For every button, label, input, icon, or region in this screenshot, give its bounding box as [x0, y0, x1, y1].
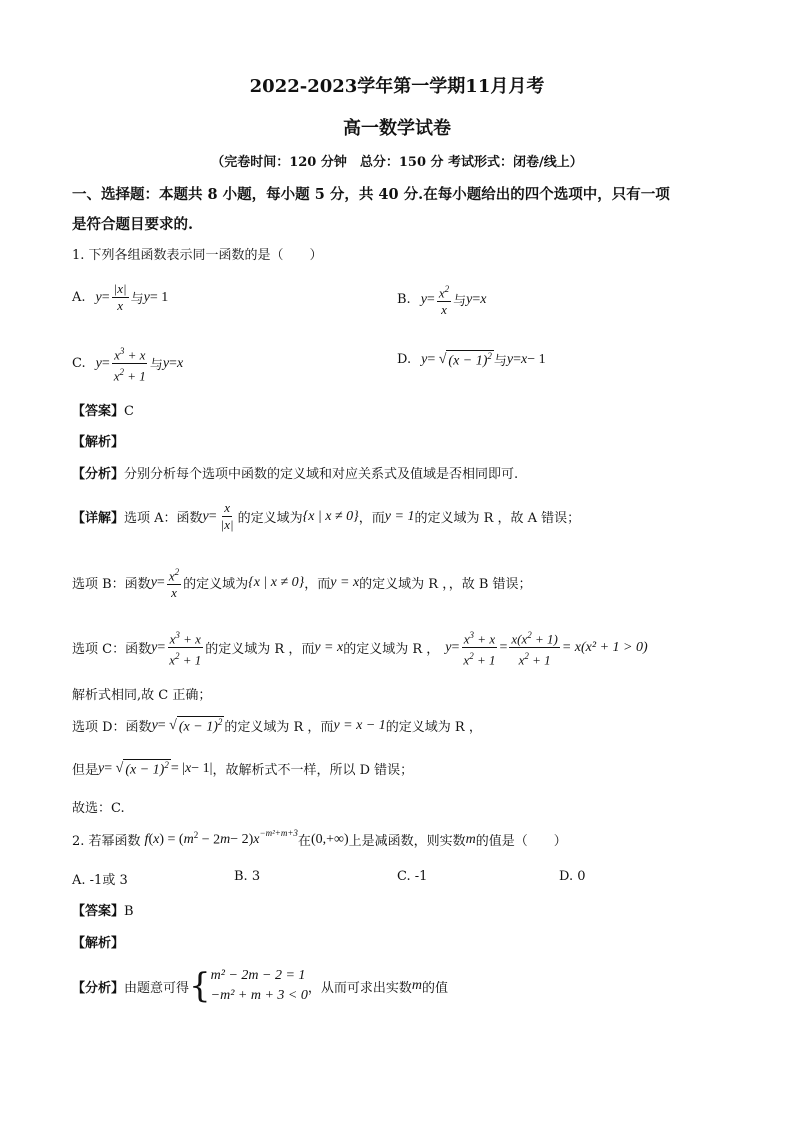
section-heading-line1: 一、选择题：本题共 8 小题，每小题 5 分，共 40 分.在每小题给出的四个选项中，只有一项	[72, 186, 670, 203]
fraction: $\frac{x^3 + x}{x^2 + 1}$	[461, 627, 497, 669]
detail-tag: 【详解】	[72, 511, 125, 526]
q1-option-a: A. y = $\frac{|x|}{x}$ 与 y = 1	[72, 281, 169, 313]
q2-analysis-tag: 【解析】	[72, 936, 125, 951]
detail-text: 的定义域为 R ，而	[224, 720, 334, 736]
equation-line: −m² + m + 3 < 0	[210, 988, 308, 1003]
answer-value: B	[124, 904, 134, 919]
math-var: m	[411, 978, 423, 993]
math-eq: y = 1	[384, 508, 415, 524]
math-var: m	[465, 831, 476, 847]
page-subtitle: 高一数学试卷	[343, 118, 451, 139]
detail-text: 的定义域为	[183, 577, 249, 593]
math-set: {x | x ≠ 0}	[302, 508, 359, 524]
equation-system	[211, 966, 308, 1006]
fenxi-text: 由题意可得	[124, 980, 190, 996]
fraction: $\frac{x(x^2 + 1)}{x^2 + 1}$	[509, 627, 559, 669]
q1-stem: 1. 下列各组函数表示同一函数的是（ ）	[72, 248, 323, 263]
stem-text: 在	[297, 834, 311, 849]
option-label: C.	[72, 356, 86, 372]
math-interval: (0,+∞)	[310, 831, 349, 847]
detail-text: 选项 A：函数	[124, 511, 203, 526]
answer-value: C	[124, 404, 134, 419]
exam-meta: （完卷时间：120 分钟 总分：150 分 考试形式：闭卷/线上）	[211, 155, 583, 170]
math-eq: y = x	[314, 639, 344, 655]
fraction: $\frac{x^2}{x}$	[167, 564, 181, 601]
detail-text: ，故解析式不一样，所以 D 错误；	[212, 763, 414, 779]
fraction: $\frac{x^3 + x}{x^2 + 1}$	[112, 343, 148, 385]
detail-text: 选项 C：函数	[72, 642, 152, 658]
detail-text: 的定义域为	[237, 511, 303, 526]
q2-option-a: A. -1或 3	[72, 873, 128, 888]
detail-text: ，而	[358, 511, 385, 526]
math-eq: y = x	[330, 574, 360, 590]
fraction: $\frac{|x|}{x}$	[113, 281, 127, 313]
option-label: B.	[397, 292, 411, 308]
q2-option-b: B. 3	[234, 869, 261, 884]
q2-answer	[72, 900, 134, 919]
fraction: $\frac{x^3 + x}{x^2 + 1}$	[167, 627, 203, 669]
detail-text: 的定义域为 R ，	[385, 720, 482, 736]
with-text: 与	[130, 292, 144, 307]
detail-text: ，而	[304, 577, 331, 593]
stem-text: 的值是（ ）	[475, 834, 567, 849]
q1-detail-c: 选项 C：函数 y = $\frac{x^3 + x}{x^2 + 1}$ 的定义域为 R ，而 y = x 的定义域为 R ， y = $\frac{x^3 + x}{x^2 + 1}$ = $\frac{x(x^2 + 1)}{x^2 + 1}$ = x(x² + 1 > 0)	[72, 627, 648, 669]
with-text: 与	[493, 354, 507, 370]
math-eq: = x(x² + 1 > 0)	[561, 639, 648, 655]
fenxi-text: ，从而可求出实数	[307, 980, 412, 996]
option-label: A.	[72, 290, 86, 305]
q1-detail-a: 【详解】 选项 A：函数 y = $\frac{x}{|x|}$ 的定义域为 {x | x ≠ 0} ，而 y = 1 的定义域为 R ，故 A 错误；	[72, 500, 581, 532]
q1-detail-b: 选项 B：函数 y = $\frac{x^2}{x}$ 的定义域为 {x | x ≠ 0} ，而 y = x 的定义域为 R ，，故 B 错误；	[72, 564, 532, 601]
page-title: 2022-2023学年第一学期11月月考	[249, 76, 545, 97]
q1-answer	[72, 400, 134, 419]
fraction: $\frac{x}{|x|}$	[220, 500, 234, 532]
answer-tag: 【答案】	[72, 904, 125, 919]
detail-text: 的定义域为 R ，，故 B 错误；	[359, 577, 532, 593]
q2-stem: 2. 若幂函数 f ( x ) = ( m $^2$ − 2 m − 2) x −m²+m+3 在 (0,+∞) 上是减函数，则实数 m 的值是（ ）	[72, 827, 567, 849]
q1-detail-c-line2: 解析式相同,故 C 正确；	[72, 688, 212, 703]
q1-conclusion: 故选：C.	[72, 801, 125, 816]
with-text: 与	[149, 358, 163, 374]
q1-fenxi	[72, 463, 518, 482]
left-brace: {	[189, 966, 211, 1006]
detail-text: 的定义域为 R ，	[343, 642, 440, 658]
math-set: {x | x ≠ 0}	[248, 574, 305, 590]
fraction: $\frac{x^2}{x}$	[437, 281, 451, 318]
answer-tag: 【答案】	[72, 404, 125, 419]
q2-fenxi	[72, 966, 448, 1006]
q2-option-c: C. -1	[397, 869, 428, 884]
detail-text: 但是	[72, 763, 99, 779]
detail-text: 选项 B：函数	[72, 577, 151, 593]
q2-option-d: D. 0	[559, 869, 586, 884]
stem-text: 上是减函数，则实数	[348, 834, 466, 849]
stem-text: 2. 若幂函数	[72, 834, 141, 849]
option-label: D.	[397, 352, 412, 368]
q1-option-d: D. y = √ $(x - 1)^2$ 与 y = x − 1	[397, 351, 546, 370]
q1-analysis-tag: 【解析】	[72, 435, 125, 450]
section-heading-line2: 是符合题目要求的.	[72, 216, 194, 233]
q1-option-b: B. y = $\frac{x^2}{x}$ 与 y = x	[397, 281, 486, 318]
q1-detail-d: 选项 D：函数 y = √ $(x - 1)^2$ 的定义域为 R ，而 y = x − 1 的定义域为 R ，	[72, 717, 482, 736]
detail-text: 的定义域为 R ，而	[205, 642, 315, 658]
fenxi-tag: 【分析】	[72, 467, 125, 482]
fenxi-tag: 【分析】	[72, 980, 125, 996]
q1-detail-d2: 但是 y = √ $(x - 1)^2$ = | x − 1| ，故解析式不一样，所以 D 错误；	[72, 760, 414, 779]
math-eq: y = x − 1	[333, 717, 386, 733]
q1-option-c: C. y = $\frac{x^3 + x}{x^2 + 1}$ 与 y = x	[72, 343, 183, 385]
equation-line: m² − 2m − 2 = 1	[210, 968, 306, 983]
detail-text: 的定义域为 R ，故 A 错误；	[414, 511, 581, 526]
fenxi-text: 的值	[422, 980, 449, 996]
detail-text: 选项 D：函数	[72, 720, 152, 736]
with-text: 与	[453, 294, 467, 310]
fenxi-text: 分别分析每个选项中函数的定义域和对应关系式及值域是否相同即可.	[124, 467, 519, 482]
